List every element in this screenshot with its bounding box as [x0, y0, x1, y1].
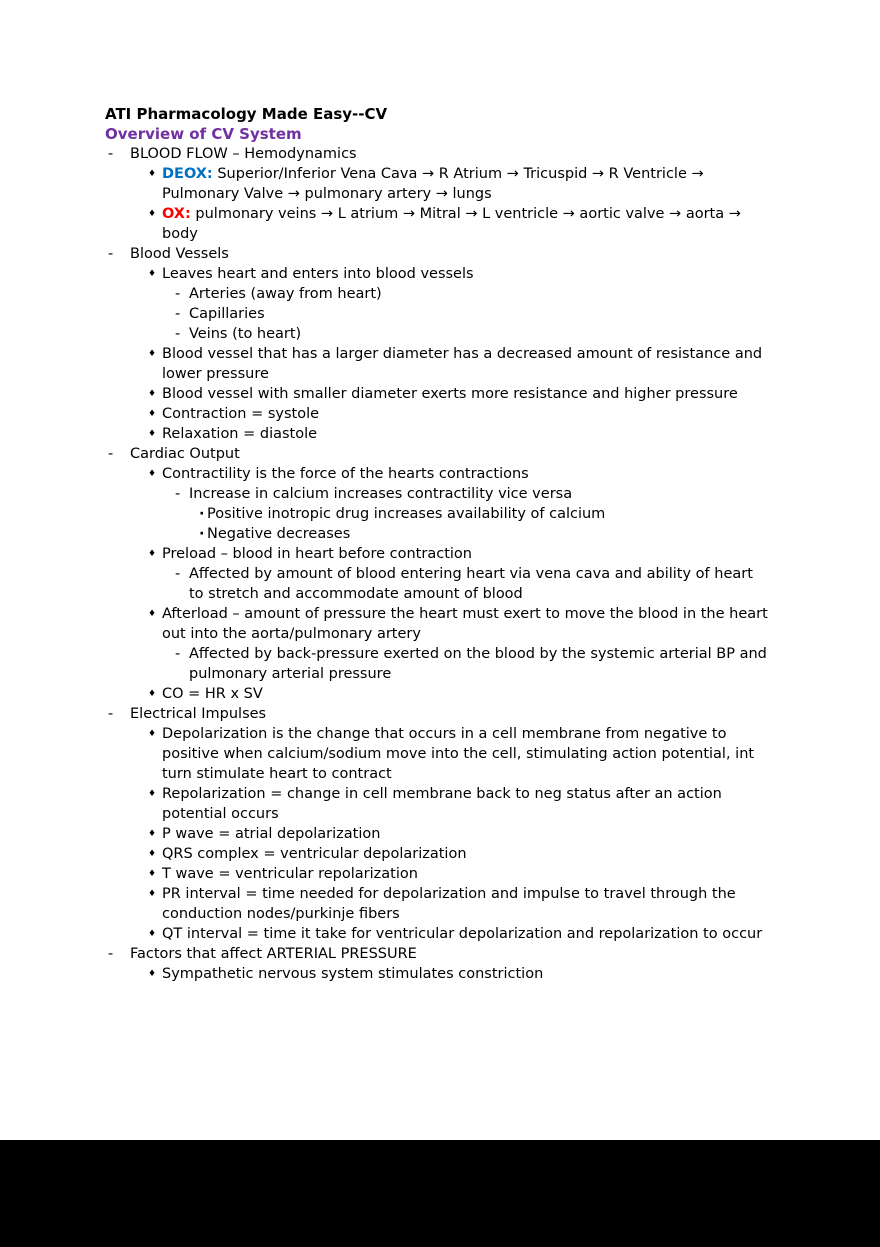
list-item [105, 324, 772, 344]
list-item [105, 784, 772, 824]
text-segment: Blood Vessels [130, 246, 229, 262]
bullet-marker: ♦ [148, 969, 157, 979]
bullet-marker: ♦ [148, 789, 157, 799]
list-item [105, 144, 772, 164]
text-segment: Capillaries [189, 306, 265, 322]
list-item [105, 724, 772, 784]
bullet-marker: - [175, 286, 181, 302]
list-item [105, 404, 772, 424]
text-segment: Preload – blood in heart before contraction [162, 546, 472, 562]
text-segment: T wave = ventricular repolarization [162, 866, 418, 882]
bullet-marker: ♦ [148, 269, 157, 279]
list-item [105, 964, 772, 984]
text-segment: Superior/Inferior Vena Cava → R Atrium → Tricuspid → R Ventricle → Pulmonary Valve → pulmonary artery → lungs [162, 166, 704, 202]
text-segment: QRS complex = ventricular depolarization [162, 846, 467, 862]
ox-label: OX: [162, 206, 191, 222]
text-segment: Blood vessel that has a larger diameter has a decreased amount of resistance and lower pressure [162, 346, 763, 382]
text-segment: Relaxation = diastole [162, 426, 318, 442]
text-segment: Leaves heart and enters into blood vessels [162, 266, 474, 282]
list-item [105, 864, 772, 884]
text-segment: Electrical Impulses [130, 706, 267, 722]
bullet-marker: - [108, 246, 114, 262]
bullet-marker: ♦ [148, 429, 157, 439]
bullet-marker: - [108, 146, 114, 162]
text-segment: pulmonary veins → L atrium → Mitral → L ventricle → aortic valve → aorta → body [162, 206, 741, 242]
bullet-marker: ♦ [148, 169, 157, 179]
text-segment: QT interval = time it take for ventricular depolarization and repolarization to occur [162, 926, 763, 942]
bullet-marker: ♦ [148, 469, 157, 479]
list-item [105, 604, 772, 644]
list-item [105, 544, 772, 564]
text-segment: Repolarization = change in cell membrane back to neg status after an action potential occurs [162, 786, 722, 822]
bullet-marker: ♦ [148, 929, 157, 939]
list-item [105, 264, 772, 284]
bullet-marker: ♦ [148, 609, 157, 619]
list-item [105, 284, 772, 304]
list-item [105, 484, 772, 504]
list-item [105, 884, 772, 924]
bullet-marker: ♦ [148, 209, 157, 219]
list-item [105, 244, 772, 264]
bullet-marker: - [108, 946, 114, 962]
list-item [105, 524, 772, 544]
text-segment: P wave = atrial depolarization [162, 826, 381, 842]
list-item [105, 164, 772, 204]
text-segment: Affected by back-pressure exerted on the blood by the systemic arterial BP and pulmonary arterial pressure [189, 646, 767, 682]
text-segment: Increase in calcium increases contractility vice versa [189, 486, 573, 502]
bullet-marker: ♦ [148, 869, 157, 879]
text-segment: Negative decreases [207, 526, 351, 542]
bullet-marker: ♦ [148, 389, 157, 399]
list-item [105, 424, 772, 444]
text-segment: Contraction = systole [162, 406, 320, 422]
bullet-marker: ♦ [148, 349, 157, 359]
text-segment: Depolarization is the change that occurs in a cell membrane from negative to positive when calcium/sodium move into the cell, stimulating action potential, int turn stimulate heart to contract [162, 726, 755, 782]
outline-list [105, 144, 772, 984]
text-segment: Cardiac Output [130, 446, 240, 462]
deox-label: DEOX: [162, 166, 213, 182]
text-segment: Blood vessel with smaller diameter exerts more resistance and higher pressure [162, 386, 738, 402]
document-title: ATI Pharmacology Made Easy--CV [105, 105, 388, 123]
bullet-marker: ♦ [148, 729, 157, 739]
text-segment: Positive inotropic drug increases availability of calcium [207, 506, 606, 522]
bullet-marker: - [108, 706, 114, 722]
bullet-marker: ♦ [148, 409, 157, 419]
bullet-marker: ♦ [148, 889, 157, 899]
text-segment: Sympathetic nervous system stimulates constriction [162, 966, 544, 982]
text-segment: Arteries (away from heart) [189, 286, 382, 302]
list-item [105, 684, 772, 704]
list-item [105, 304, 772, 324]
bullet-marker: ♦ [148, 829, 157, 839]
bullet-marker: - [175, 566, 181, 582]
bullet-marker: · [199, 526, 205, 542]
list-item [105, 504, 772, 524]
list-item [105, 444, 772, 464]
bullet-marker: · [199, 506, 205, 522]
text-segment: Affected by amount of blood entering heart via vena cava and ability of heart to stretch and accommodate amount of blood [189, 566, 753, 602]
bullet-marker: - [175, 646, 181, 662]
list-item [105, 204, 772, 244]
text-segment: Veins (to heart) [189, 326, 302, 342]
bullet-marker: - [175, 326, 181, 342]
bullet-marker: ♦ [148, 849, 157, 859]
bullet-marker: - [175, 486, 181, 502]
list-item [105, 824, 772, 844]
list-item [105, 944, 772, 964]
document-subtitle: Overview of CV System [105, 125, 302, 143]
bullet-marker: - [108, 446, 114, 462]
bullet-marker: ♦ [148, 689, 157, 699]
page-bottom-background [0, 1140, 880, 1247]
list-item [105, 384, 772, 404]
list-item [105, 344, 772, 384]
text-segment: CO = HR x SV [162, 686, 263, 702]
list-item [105, 464, 772, 484]
bullet-marker: - [175, 306, 181, 322]
text-segment: Factors that affect ARTERIAL PRESSURE [130, 946, 417, 962]
list-item [105, 924, 772, 944]
list-item [105, 644, 772, 684]
text-segment: BLOOD FLOW – Hemodynamics [130, 146, 357, 162]
text-segment: Contractility is the force of the hearts contractions [162, 466, 529, 482]
text-segment: Afterload – amount of pressure the heart must exert to move the blood in the heart out into the aorta/pulmonary artery [162, 606, 768, 642]
list-item [105, 704, 772, 724]
bullet-marker: ♦ [148, 549, 157, 559]
text-segment: PR interval = time needed for depolarization and impulse to travel through the conduction nodes/purkinje fibers [162, 886, 736, 922]
list-item [105, 844, 772, 864]
list-item [105, 564, 772, 604]
